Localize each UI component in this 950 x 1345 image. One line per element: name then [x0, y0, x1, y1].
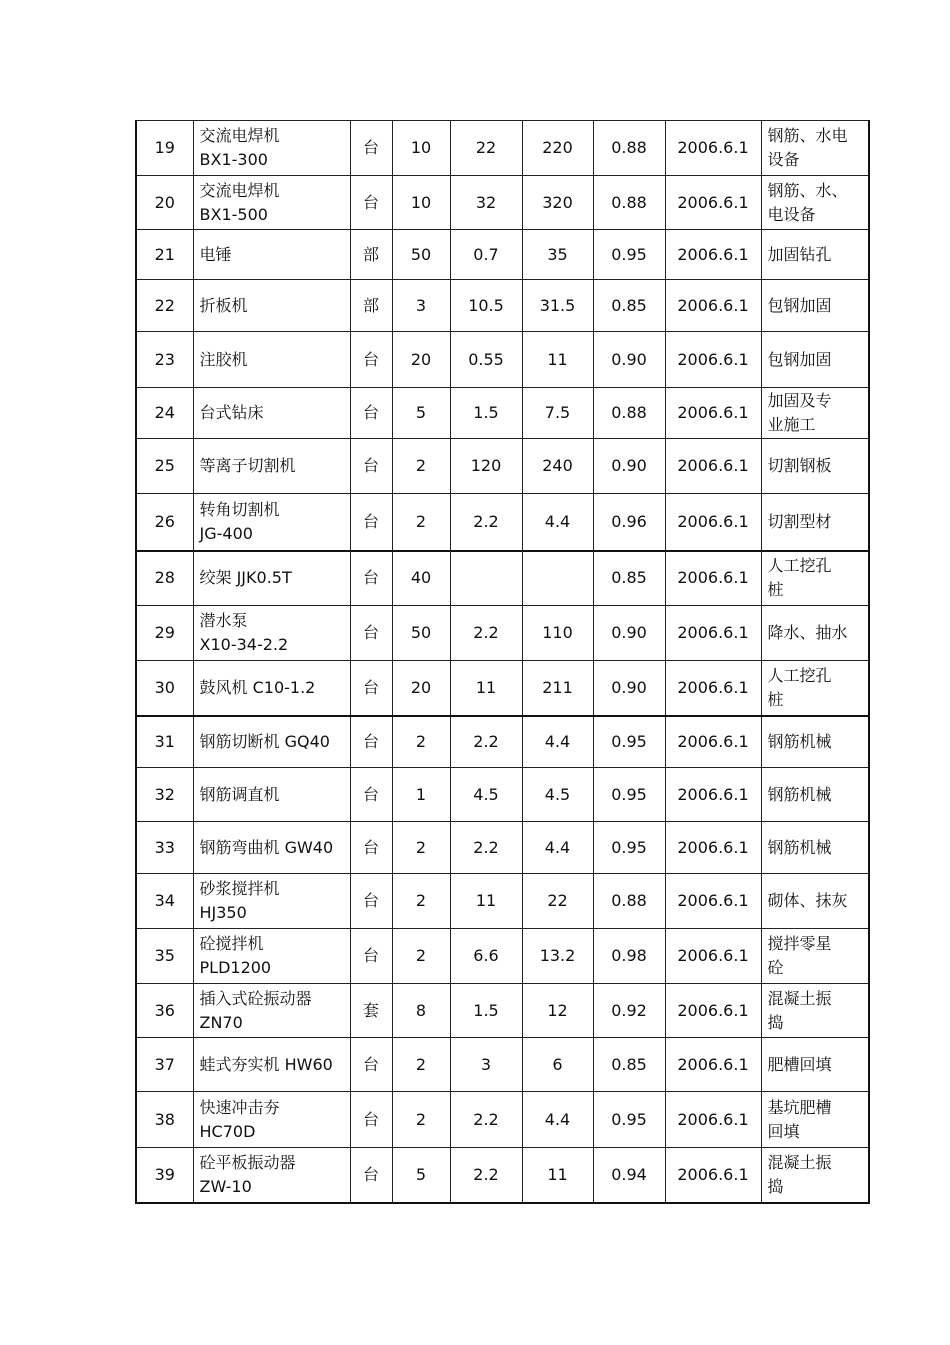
table-row — [136, 822, 869, 874]
cell-factor: 0.88 — [593, 388, 665, 439]
cell-factor: 0.95 — [593, 768, 665, 822]
cell-total-power: 4.4 — [522, 494, 593, 551]
cell-rated-power: 2.2 — [450, 494, 522, 551]
cell-purpose: 降水、抽水 — [761, 606, 869, 661]
cell-rated-power: 0.7 — [450, 230, 522, 280]
cell-number: 39 — [136, 1148, 193, 1203]
cell-rated-power: 11 — [450, 661, 522, 716]
cell-purpose: 钢筋、水、 电设备 — [761, 176, 869, 230]
cell-unit: 台 — [350, 176, 392, 230]
cell-number: 38 — [136, 1092, 193, 1148]
cell-rated-power: 2.2 — [450, 606, 522, 661]
cell-equipment-name: 潜水泵 X10-34-2.2 — [193, 606, 350, 661]
cell-rated-power: 120 — [450, 439, 522, 494]
cell-number: 24 — [136, 388, 193, 439]
cell-unit: 台 — [350, 388, 392, 439]
cell-quantity: 10 — [392, 121, 450, 176]
table-row — [136, 280, 869, 332]
cell-rated-power: 22 — [450, 121, 522, 176]
cell-quantity: 2 — [392, 929, 450, 984]
cell-purpose: 切割型材 — [761, 494, 869, 551]
table-row — [136, 121, 869, 176]
cell-unit: 台 — [350, 332, 392, 388]
cell-equipment-name: 蛙式夯实机 HW60 — [193, 1038, 350, 1092]
table-row — [136, 439, 869, 494]
cell-quantity: 5 — [392, 1148, 450, 1203]
cell-total-power: 35 — [522, 230, 593, 280]
cell-purpose: 加固钻孔 — [761, 230, 869, 280]
cell-rated-power: 11 — [450, 874, 522, 929]
cell-factor: 0.88 — [593, 121, 665, 176]
cell-unit: 部 — [350, 280, 392, 332]
cell-unit: 台 — [350, 1092, 392, 1148]
cell-date: 2006.6.1 — [665, 551, 761, 606]
cell-equipment-name: 交流电焊机 BX1-300 — [193, 121, 350, 176]
cell-date: 2006.6.1 — [665, 606, 761, 661]
cell-date: 2006.6.1 — [665, 280, 761, 332]
cell-quantity: 3 — [392, 280, 450, 332]
cell-equipment-name: 砂浆搅拌机 HJ350 — [193, 874, 350, 929]
cell-unit: 台 — [350, 1148, 392, 1203]
cell-total-power: 7.5 — [522, 388, 593, 439]
cell-factor: 0.92 — [593, 984, 665, 1038]
cell-unit: 套 — [350, 984, 392, 1038]
cell-factor: 0.88 — [593, 176, 665, 230]
cell-total-power: 220 — [522, 121, 593, 176]
cell-number: 35 — [136, 929, 193, 984]
cell-quantity: 2 — [392, 494, 450, 551]
cell-number: 20 — [136, 176, 193, 230]
cell-factor: 0.85 — [593, 551, 665, 606]
cell-unit: 台 — [350, 768, 392, 822]
cell-purpose: 混凝土振 捣 — [761, 1148, 869, 1203]
cell-unit: 台 — [350, 494, 392, 551]
cell-rated-power: 4.5 — [450, 768, 522, 822]
cell-quantity: 2 — [392, 874, 450, 929]
cell-number: 26 — [136, 494, 193, 551]
cell-quantity: 10 — [392, 176, 450, 230]
table-row — [136, 1092, 869, 1148]
cell-number: 37 — [136, 1038, 193, 1092]
cell-equipment-name: 转角切割机 JG-400 — [193, 494, 350, 551]
cell-total-power: 110 — [522, 606, 593, 661]
cell-equipment-name: 快速冲击夯 HC70D — [193, 1092, 350, 1148]
cell-number: 32 — [136, 768, 193, 822]
cell-purpose: 钢筋机械 — [761, 822, 869, 874]
table-row — [136, 388, 869, 439]
cell-equipment-name: 注胶机 — [193, 332, 350, 388]
cell-purpose: 基坑肥槽 回填 — [761, 1092, 869, 1148]
cell-total-power: 22 — [522, 874, 593, 929]
cell-factor: 0.95 — [593, 822, 665, 874]
table-row — [136, 1038, 869, 1092]
cell-unit: 台 — [350, 121, 392, 176]
cell-unit: 台 — [350, 661, 392, 716]
cell-rated-power: 32 — [450, 176, 522, 230]
cell-quantity: 2 — [392, 439, 450, 494]
cell-unit: 台 — [350, 551, 392, 606]
cell-total-power: 11 — [522, 332, 593, 388]
cell-equipment-name: 钢筋弯曲机 GW40 — [193, 822, 350, 874]
table-row — [136, 551, 869, 606]
cell-equipment-name: 鼓风机 C10-1.2 — [193, 661, 350, 716]
cell-factor: 0.98 — [593, 929, 665, 984]
cell-number: 28 — [136, 551, 193, 606]
cell-quantity: 50 — [392, 606, 450, 661]
cell-factor: 0.90 — [593, 439, 665, 494]
cell-unit: 部 — [350, 230, 392, 280]
cell-date: 2006.6.1 — [665, 439, 761, 494]
cell-quantity: 2 — [392, 822, 450, 874]
cell-number: 33 — [136, 822, 193, 874]
cell-rated-power: 1.5 — [450, 984, 522, 1038]
cell-unit: 台 — [350, 929, 392, 984]
cell-number: 21 — [136, 230, 193, 280]
cell-unit: 台 — [350, 439, 392, 494]
cell-date: 2006.6.1 — [665, 1092, 761, 1148]
cell-unit: 台 — [350, 716, 392, 768]
cell-quantity: 20 — [392, 332, 450, 388]
cell-factor: 0.95 — [593, 1092, 665, 1148]
cell-purpose: 混凝土振 捣 — [761, 984, 869, 1038]
cell-unit: 台 — [350, 822, 392, 874]
cell-purpose: 砌体、抹灰 — [761, 874, 869, 929]
table-row — [136, 230, 869, 280]
cell-date: 2006.6.1 — [665, 768, 761, 822]
cell-equipment-name: 台式钻床 — [193, 388, 350, 439]
cell-number: 22 — [136, 280, 193, 332]
table-row — [136, 929, 869, 984]
cell-number: 31 — [136, 716, 193, 768]
cell-quantity: 1 — [392, 768, 450, 822]
cell-unit: 台 — [350, 1038, 392, 1092]
cell-date: 2006.6.1 — [665, 332, 761, 388]
cell-total-power: 240 — [522, 439, 593, 494]
cell-rated-power — [450, 551, 522, 606]
cell-quantity: 2 — [392, 1092, 450, 1148]
table-row — [136, 874, 869, 929]
cell-date: 2006.6.1 — [665, 230, 761, 280]
cell-purpose: 搅拌零星 砼 — [761, 929, 869, 984]
cell-total-power: 4.4 — [522, 1092, 593, 1148]
cell-number: 34 — [136, 874, 193, 929]
cell-purpose: 加固及专 业施工 — [761, 388, 869, 439]
cell-rated-power: 1.5 — [450, 388, 522, 439]
cell-total-power: 12 — [522, 984, 593, 1038]
cell-quantity: 2 — [392, 1038, 450, 1092]
cell-total-power: 11 — [522, 1148, 593, 1203]
cell-unit: 台 — [350, 606, 392, 661]
cell-equipment-name: 砼搅拌机 PLD1200 — [193, 929, 350, 984]
cell-total-power: 4.5 — [522, 768, 593, 822]
cell-total-power: 211 — [522, 661, 593, 716]
cell-factor: 0.95 — [593, 230, 665, 280]
cell-equipment-name: 绞架 JJK0.5T — [193, 551, 350, 606]
cell-equipment-name: 钢筋切断机 GQ40 — [193, 716, 350, 768]
table-row — [136, 176, 869, 230]
cell-quantity: 40 — [392, 551, 450, 606]
table-row — [136, 768, 869, 822]
equipment-table-body — [136, 121, 869, 1203]
cell-total-power: 320 — [522, 176, 593, 230]
cell-equipment-name: 折板机 — [193, 280, 350, 332]
table-row — [136, 606, 869, 661]
cell-date: 2006.6.1 — [665, 1038, 761, 1092]
table-row — [136, 1148, 869, 1203]
cell-equipment-name: 等离子切割机 — [193, 439, 350, 494]
cell-purpose: 包钢加固 — [761, 280, 869, 332]
cell-purpose: 人工挖孔 桩 — [761, 661, 869, 716]
table-row — [136, 494, 869, 551]
cell-date: 2006.6.1 — [665, 984, 761, 1038]
table-row — [136, 332, 869, 388]
cell-date: 2006.6.1 — [665, 874, 761, 929]
cell-rated-power: 2.2 — [450, 1092, 522, 1148]
cell-date: 2006.6.1 — [665, 1148, 761, 1203]
cell-date: 2006.6.1 — [665, 929, 761, 984]
cell-rated-power: 2.2 — [450, 1148, 522, 1203]
cell-factor: 0.90 — [593, 661, 665, 716]
cell-date: 2006.6.1 — [665, 176, 761, 230]
cell-number: 29 — [136, 606, 193, 661]
cell-rated-power: 2.2 — [450, 822, 522, 874]
cell-total-power — [522, 551, 593, 606]
cell-factor: 0.96 — [593, 494, 665, 551]
cell-equipment-name: 砼平板振动器 ZW-10 — [193, 1148, 350, 1203]
cell-date: 2006.6.1 — [665, 494, 761, 551]
cell-purpose: 切割钢板 — [761, 439, 869, 494]
cell-factor: 0.95 — [593, 716, 665, 768]
cell-purpose: 人工挖孔 桩 — [761, 551, 869, 606]
cell-rated-power: 0.55 — [450, 332, 522, 388]
cell-rated-power: 2.2 — [450, 716, 522, 768]
cell-quantity: 8 — [392, 984, 450, 1038]
cell-total-power: 4.4 — [522, 716, 593, 768]
cell-total-power: 6 — [522, 1038, 593, 1092]
cell-quantity: 2 — [392, 716, 450, 768]
cell-purpose: 钢筋、水电 设备 — [761, 121, 869, 176]
cell-equipment-name: 钢筋调直机 — [193, 768, 350, 822]
cell-number: 30 — [136, 661, 193, 716]
cell-number: 36 — [136, 984, 193, 1038]
cell-date: 2006.6.1 — [665, 716, 761, 768]
cell-equipment-name: 交流电焊机 BX1-500 — [193, 176, 350, 230]
cell-factor: 0.90 — [593, 332, 665, 388]
cell-factor: 0.85 — [593, 280, 665, 332]
cell-quantity: 50 — [392, 230, 450, 280]
table-row — [136, 661, 869, 716]
equipment-table — [135, 120, 870, 1204]
cell-date: 2006.6.1 — [665, 661, 761, 716]
table-row — [136, 984, 869, 1038]
cell-number: 23 — [136, 332, 193, 388]
cell-purpose: 肥槽回填 — [761, 1038, 869, 1092]
cell-quantity: 20 — [392, 661, 450, 716]
cell-purpose: 包钢加固 — [761, 332, 869, 388]
table-row — [136, 716, 869, 768]
cell-date: 2006.6.1 — [665, 822, 761, 874]
cell-date: 2006.6.1 — [665, 388, 761, 439]
cell-rated-power: 6.6 — [450, 929, 522, 984]
cell-rated-power: 10.5 — [450, 280, 522, 332]
cell-number: 25 — [136, 439, 193, 494]
cell-purpose: 钢筋机械 — [761, 768, 869, 822]
cell-equipment-name: 电锤 — [193, 230, 350, 280]
cell-purpose: 钢筋机械 — [761, 716, 869, 768]
cell-quantity: 5 — [392, 388, 450, 439]
cell-factor: 0.88 — [593, 874, 665, 929]
cell-total-power: 13.2 — [522, 929, 593, 984]
cell-total-power: 31.5 — [522, 280, 593, 332]
cell-rated-power: 3 — [450, 1038, 522, 1092]
cell-equipment-name: 插入式砼振动器 ZN70 — [193, 984, 350, 1038]
cell-factor: 0.90 — [593, 606, 665, 661]
cell-factor: 0.94 — [593, 1148, 665, 1203]
cell-factor: 0.85 — [593, 1038, 665, 1092]
cell-unit: 台 — [350, 874, 392, 929]
cell-total-power: 4.4 — [522, 822, 593, 874]
cell-date: 2006.6.1 — [665, 121, 761, 176]
cell-number: 19 — [136, 121, 193, 176]
